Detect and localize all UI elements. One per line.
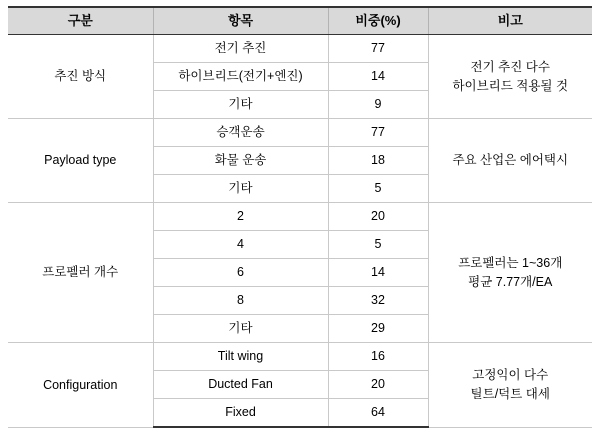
table-row [8,35,592,63]
table-row [8,343,592,371]
note-line: 주요 산업은 에어택시 [452,153,569,168]
category-cell: 프로펠러 개수 [8,203,153,343]
note-lines [429,368,593,402]
note-cell [428,35,592,119]
table-row [8,203,592,231]
item-cell: 전기 추진 [153,35,328,63]
ratio-cell: 5 [328,231,428,259]
item-cell: 2 [153,203,328,231]
item-cell: 승객운송 [153,119,328,147]
ratio-cell: 29 [328,315,428,343]
note-line: 전기 추진 다수 [470,59,550,74]
ratio-cell: 14 [328,259,428,287]
note-cell [428,343,592,428]
note-cell [428,119,592,203]
ratio-cell: 14 [328,63,428,91]
ratio-cell: 77 [328,119,428,147]
header-cell-note: 비고 [428,7,592,35]
item-cell: 6 [153,259,328,287]
ratio-cell: 18 [328,147,428,175]
note-lines [429,60,593,94]
category-cell: Payload type [8,119,153,203]
item-cell: 화물 운송 [153,147,328,175]
category-cell: 추진 방식 [8,35,153,119]
ratio-cell: 9 [328,91,428,119]
ratio-cell: 77 [328,35,428,63]
item-cell: Fixed [153,399,328,428]
category-cell: Configuration [8,343,153,428]
note-lines [429,256,593,290]
item-cell: 기타 [153,175,328,203]
ratio-cell: 64 [328,399,428,428]
note-line: 평균 7.77개/EA [468,275,553,289]
header-row [8,7,592,35]
note-line: 프로펠러는 1~36개 [458,255,563,270]
item-cell: 기타 [153,91,328,119]
table-row [8,119,592,147]
item-cell: 하이브리드(전기+엔진) [153,63,328,91]
note-lines [429,153,593,167]
item-cell: Tilt wing [153,343,328,371]
table-body [8,35,592,428]
item-cell: 기타 [153,315,328,343]
header-cell-category: 구분 [8,7,153,35]
spec-table [8,6,592,428]
note-line: 하이브리드 적용될 것 [452,79,569,93]
item-cell: Ducted Fan [153,371,328,399]
ratio-cell: 20 [328,203,428,231]
ratio-cell: 5 [328,175,428,203]
note-line: 고정익이 다수 [472,367,549,382]
ratio-cell: 16 [328,343,428,371]
item-cell: 4 [153,231,328,259]
header-cell-item: 항목 [153,7,328,35]
item-cell: 8 [153,287,328,315]
table-header [8,7,592,35]
note-cell [428,203,592,343]
note-line: 틸트/덕트 대세 [470,387,550,402]
header-cell-ratio: 비중(%) [328,7,428,35]
ratio-cell: 32 [328,287,428,315]
ratio-cell: 20 [328,371,428,399]
